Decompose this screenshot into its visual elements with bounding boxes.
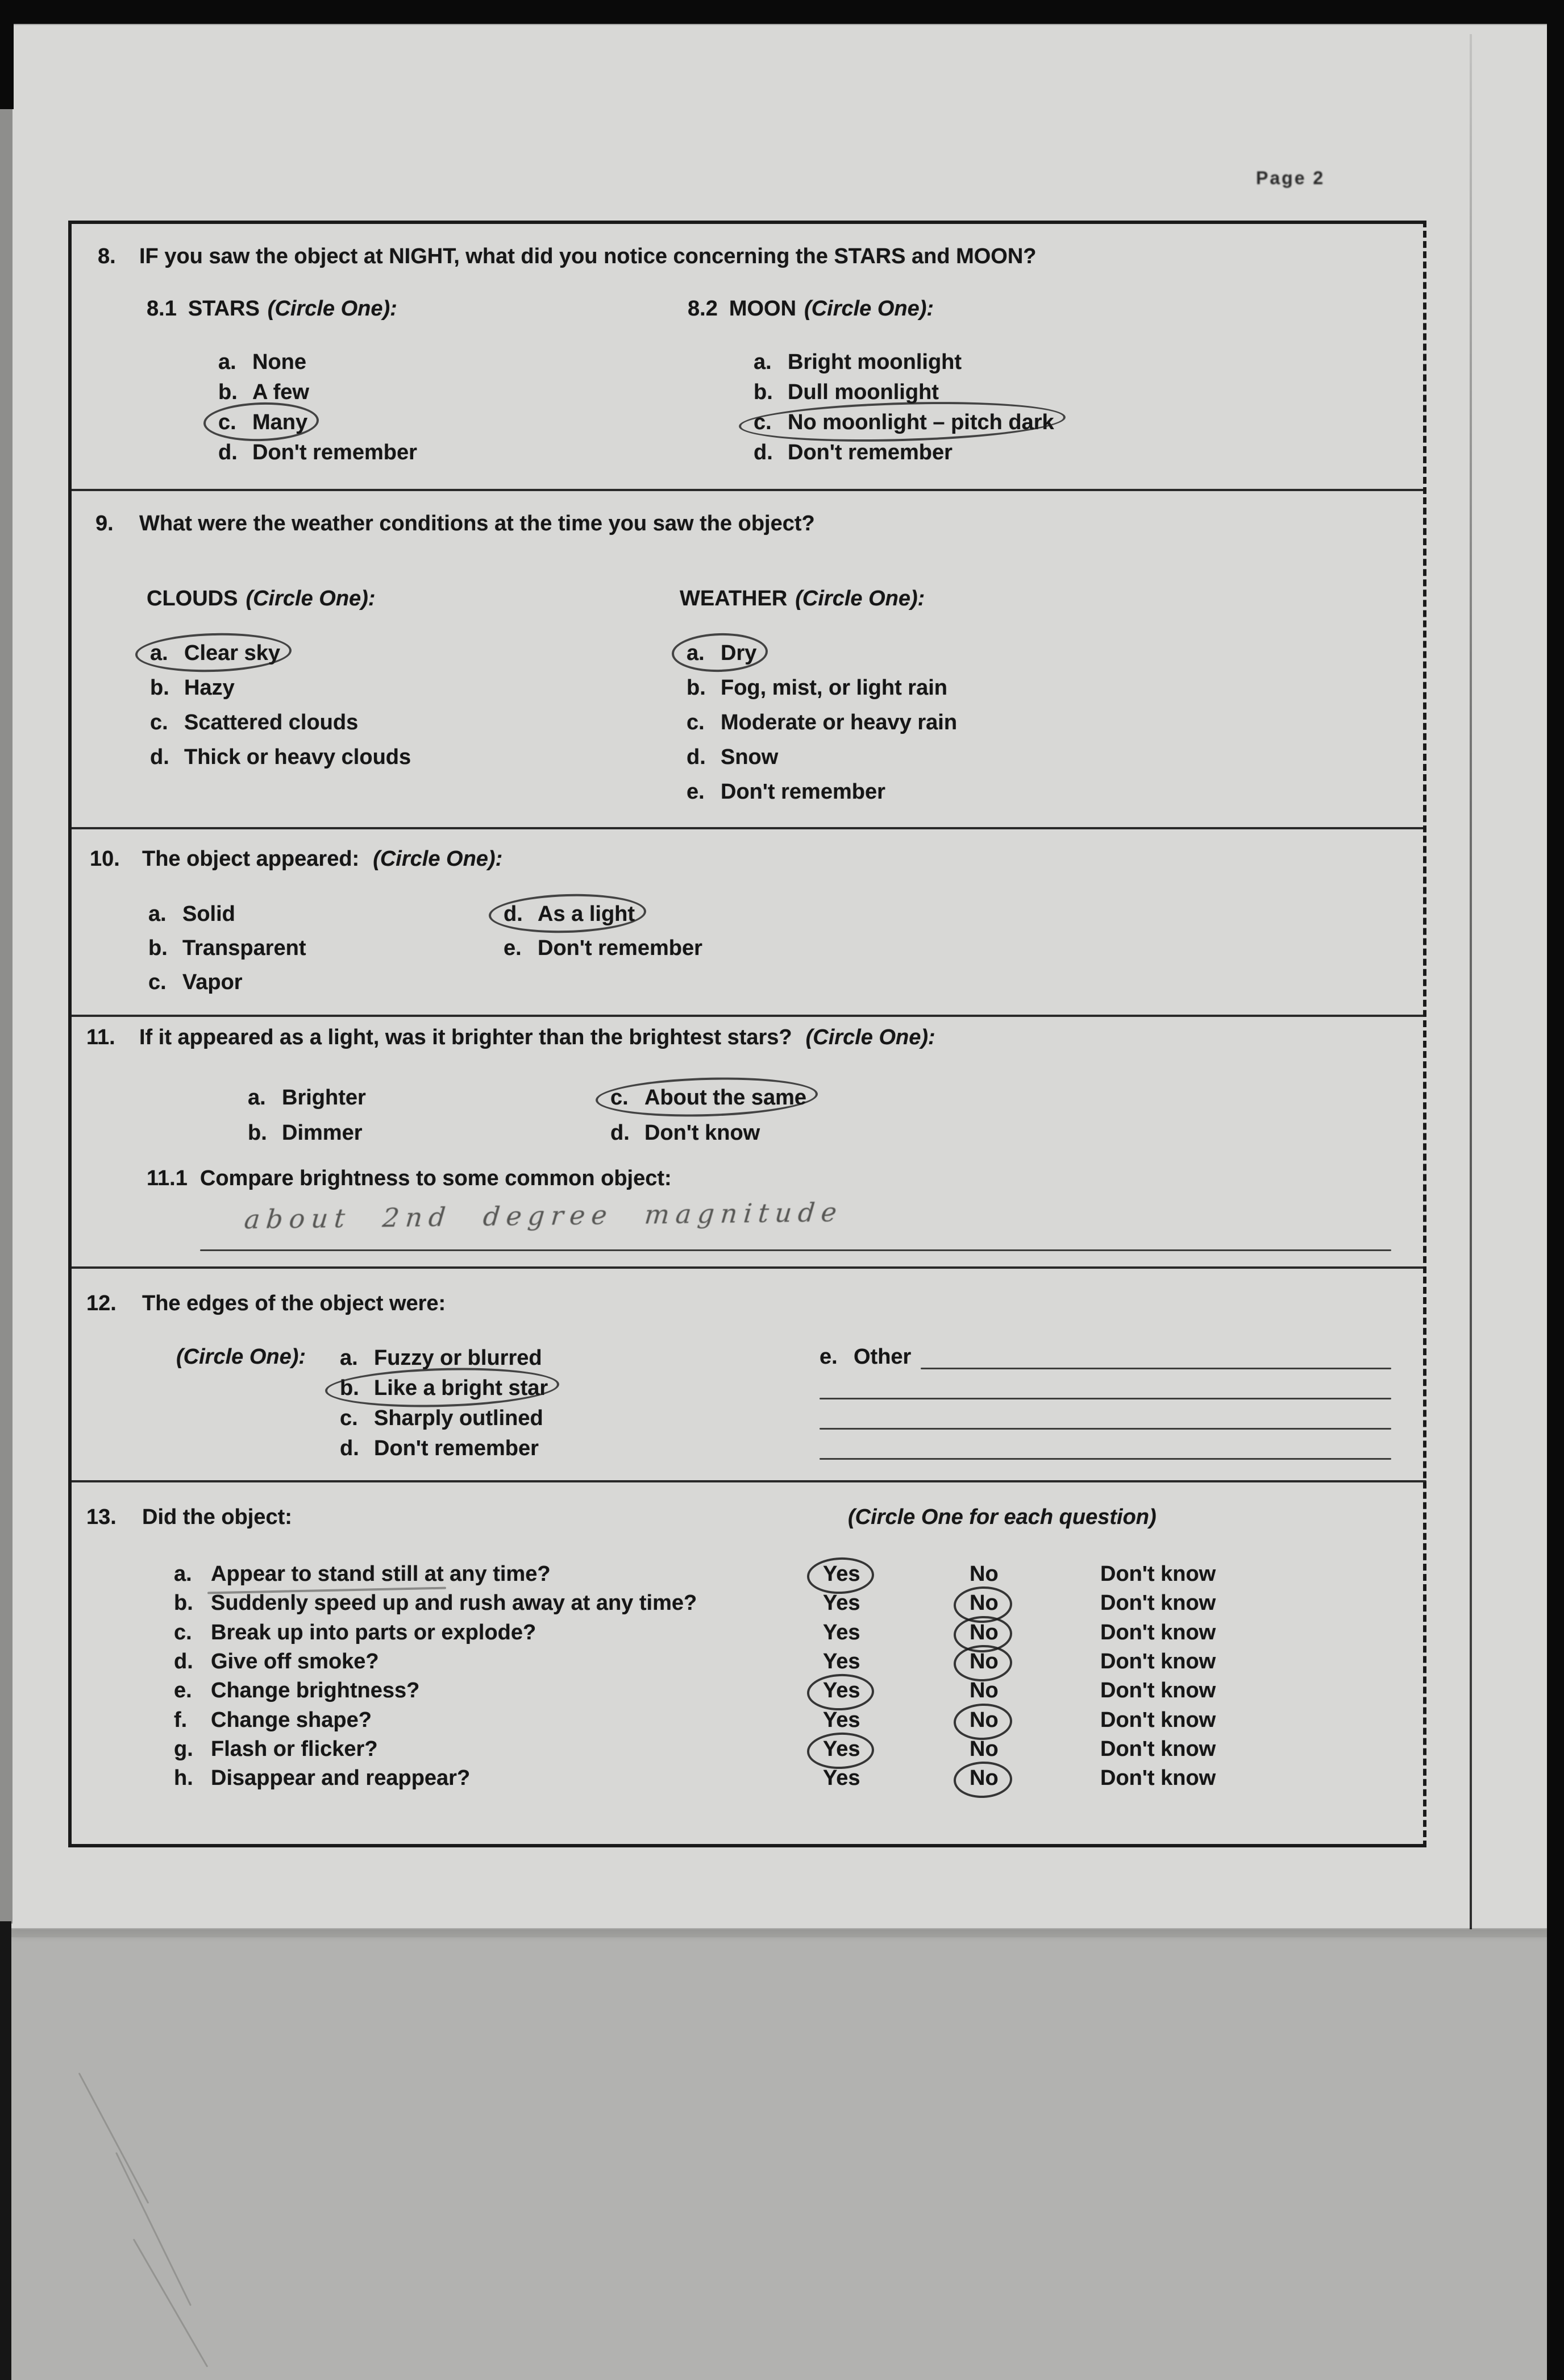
- q11-handwritten-answer: about 2nd degree magnitude: [243, 1197, 845, 1235]
- page-number: Page 2: [1256, 168, 1325, 188]
- q11-sub-number: 11.1: [147, 1166, 188, 1190]
- q13-row-e: e. Change brightness? Yes No Don't know: [0, 1679, 1426, 1708]
- option-moon-dont-remember: d. Don't remember: [754, 441, 952, 464]
- q13-number: 13.: [86, 1505, 117, 1529]
- q10-options-col2: [500, 901, 706, 969]
- q10-text: [142, 847, 502, 872]
- q11-question: If it appeared as a light, was it brighter than the brightest stars?: [139, 1025, 792, 1049]
- q13-b-no: No: [966, 1591, 1002, 1616]
- option-weather-rain: c. Moderate or heavy rain: [687, 711, 958, 734]
- q13-c-yes: Yes: [823, 1621, 860, 1644]
- q13-f-dk: Don't know: [1100, 1708, 1216, 1732]
- q8-moon-header: [688, 297, 934, 322]
- q11-sub-header: [147, 1166, 672, 1191]
- option-fuzzy: a. Fuzzy or blurred: [340, 1346, 542, 1370]
- q10-options-col1: [145, 901, 310, 1003]
- q13-g-yes: Yes: [820, 1737, 864, 1762]
- q8-moon-options: [750, 349, 1058, 470]
- q13-e-no: No: [970, 1679, 999, 1702]
- option-bright-star: b. Like a bright star: [336, 1375, 551, 1405]
- section-divider: [69, 1266, 1426, 1269]
- q12-circle-note: (Circle One):: [176, 1345, 306, 1369]
- q13-g-no: No: [970, 1737, 999, 1761]
- page-fold-line: [1470, 34, 1472, 1929]
- option-moon-dull: b. Dull moonlight: [754, 380, 939, 404]
- q9-number: 9.: [95, 512, 114, 535]
- q12-other-label: Other: [854, 1345, 912, 1369]
- q13-f-no: No: [966, 1708, 1002, 1733]
- q8-stars-number: 8.1: [147, 297, 177, 321]
- option-clouds-thick: d. Thick or heavy clouds: [150, 745, 411, 769]
- q10-question: The object appeared:: [142, 847, 360, 871]
- q8-moon-circle-note: (Circle One):: [804, 297, 934, 321]
- q13-row-d: d. Give off smoke? Yes No Don't know: [0, 1650, 1426, 1679]
- option-transparent: b. Transparent: [148, 936, 306, 960]
- q8-stars-title: STARS: [188, 297, 260, 321]
- q12-other-line: [921, 1368, 1391, 1369]
- option-dont-remember-edges: d. Don't remember: [340, 1436, 539, 1460]
- q13-f-yes: Yes: [823, 1708, 860, 1732]
- paper-bottom-edge-shadow: [10, 1928, 1548, 1937]
- option-clouds-hazy: b. Hazy: [150, 676, 235, 700]
- q8-moon-title: MOON: [729, 297, 797, 321]
- q13-row-f: f. Change shape? Yes No Don't know: [0, 1708, 1426, 1737]
- q8-stars-header: [147, 297, 397, 322]
- q12-options: [336, 1345, 551, 1465]
- q13-b-dk: Don't know: [1100, 1591, 1216, 1615]
- section-divider: [69, 827, 1426, 829]
- q12-blank-line: [820, 1458, 1391, 1460]
- q13-row-a: a. Appear to stand still at any time? Yes No Don't know: [0, 1562, 1426, 1591]
- q8-moon-number: 8.2: [688, 297, 718, 321]
- q8-stars-options: [215, 349, 421, 470]
- q13-a-no: No: [970, 1562, 999, 1586]
- option-as-a-light: d. As a light: [500, 901, 706, 935]
- option-stars-none: a. None: [218, 350, 306, 374]
- q13-h-dk: Don't know: [1100, 1766, 1216, 1790]
- q9-clouds-circle-note: (Circle One):: [246, 587, 376, 610]
- q13-d-no: No: [966, 1650, 1002, 1675]
- option-solid: a. Solid: [148, 902, 235, 926]
- q13-e-yes: Yes: [820, 1679, 864, 1704]
- scan-border-top: [0, 0, 1564, 24]
- q9-weather-options: [683, 640, 960, 813]
- q13-h-no: No: [966, 1766, 1002, 1791]
- q13-text: Did the object:: [142, 1505, 292, 1529]
- option-weather-fog: b. Fog, mist, or light rain: [687, 676, 947, 700]
- q11-number: 11.: [86, 1025, 115, 1049]
- q13-c-dk: Don't know: [1100, 1621, 1216, 1644]
- q12-text: The edges of the object were:: [142, 1291, 446, 1315]
- q9-clouds-header: [147, 587, 376, 612]
- q11-text: [139, 1025, 935, 1050]
- q11-sub-text: Compare brightness to some common object:: [199, 1166, 672, 1190]
- q10-number: 10.: [90, 847, 120, 871]
- option-dont-remember: e. Don't remember: [504, 936, 702, 960]
- q12-blank-line: [820, 1428, 1391, 1430]
- q13-a-yes: Yes: [820, 1562, 864, 1587]
- section-divider: [69, 1015, 1426, 1017]
- q9-weather-title: WEATHER: [680, 587, 788, 610]
- option-weather-snow: d. Snow: [687, 745, 779, 769]
- option-weather-dont-remember: e. Don't remember: [687, 780, 885, 804]
- q13-b-yes: Yes: [823, 1591, 860, 1615]
- option-brighter: a. Brighter: [248, 1086, 366, 1110]
- section-divider: [69, 1480, 1426, 1482]
- q11-options-col1: [244, 1085, 369, 1155]
- q12-number: 12.: [86, 1291, 117, 1315]
- q12-blank-line: [820, 1398, 1391, 1399]
- q8-text: IF you saw the object at NIGHT, what did you notice concerning the STARS and MOON?: [139, 244, 1037, 268]
- option-stars-dont-remember: d. Don't remember: [218, 441, 417, 464]
- q13-row-h: h. Disappear and reappear? Yes No Don't know: [0, 1766, 1426, 1795]
- q13-c-no: No: [966, 1621, 1002, 1646]
- q13-row-c: c. Break up into parts or explode? Yes No Don't know: [0, 1621, 1426, 1650]
- q10-circle-note: (Circle One):: [373, 847, 503, 871]
- q11-options-col2: [607, 1085, 810, 1155]
- option-clouds-scattered: c. Scattered clouds: [150, 711, 359, 734]
- option-dimmer: b. Dimmer: [248, 1121, 363, 1145]
- option-weather-dry: a. Dry: [683, 640, 960, 675]
- option-sharply-outlined: c. Sharply outlined: [340, 1406, 543, 1430]
- q13-e-dk: Don't know: [1100, 1679, 1216, 1702]
- q8-stars-circle-note: (Circle One):: [267, 297, 397, 321]
- option-stars-many: c. Many: [215, 409, 421, 439]
- option-dont-know: d. Don't know: [610, 1121, 760, 1145]
- q12-other-option: [820, 1345, 911, 1370]
- option-moon-bright: a. Bright moonlight: [754, 350, 962, 374]
- q9-clouds-options: [147, 640, 414, 779]
- q13-circle-note: (Circle One for each question): [848, 1505, 1157, 1529]
- q13-row-b: b. Suddenly speed up and rush away at any time? Yes No Don't know: [0, 1591, 1426, 1620]
- q13-a-dk: Don't know: [1100, 1562, 1216, 1586]
- option-clouds-clear: a. Clear sky: [147, 640, 414, 675]
- q8-number: 8.: [98, 244, 116, 268]
- option-about-the-same: c. About the same: [607, 1085, 810, 1120]
- section-divider: [69, 489, 1426, 491]
- q13-h-yes: Yes: [823, 1766, 860, 1790]
- option-stars-a-few: b. A few: [218, 380, 309, 404]
- q13-g-dk: Don't know: [1100, 1737, 1216, 1761]
- scan-border-bottom-left: [0, 1921, 11, 2380]
- q11-circle-note: (Circle One):: [805, 1025, 935, 1049]
- q9-weather-header: [680, 587, 925, 612]
- q9-text: What were the weather conditions at the time you saw the object?: [139, 512, 815, 535]
- scan-border-top-left: [0, 24, 14, 109]
- q11-answer-line: [200, 1249, 1391, 1251]
- q13-d-dk: Don't know: [1100, 1650, 1216, 1673]
- option-moon-none: c. No moonlight – pitch dark: [750, 409, 1058, 439]
- q9-clouds-title: CLOUDS: [147, 587, 238, 610]
- q13-row-g: g. Flash or flicker? Yes No Don't know: [0, 1737, 1426, 1766]
- option-vapor: c. Vapor: [148, 970, 243, 994]
- q9-weather-circle-note: (Circle One):: [795, 587, 925, 610]
- scan-border-right: [1547, 0, 1564, 2380]
- q12-other-letter: e.: [820, 1345, 838, 1369]
- q13-d-yes: Yes: [823, 1650, 860, 1673]
